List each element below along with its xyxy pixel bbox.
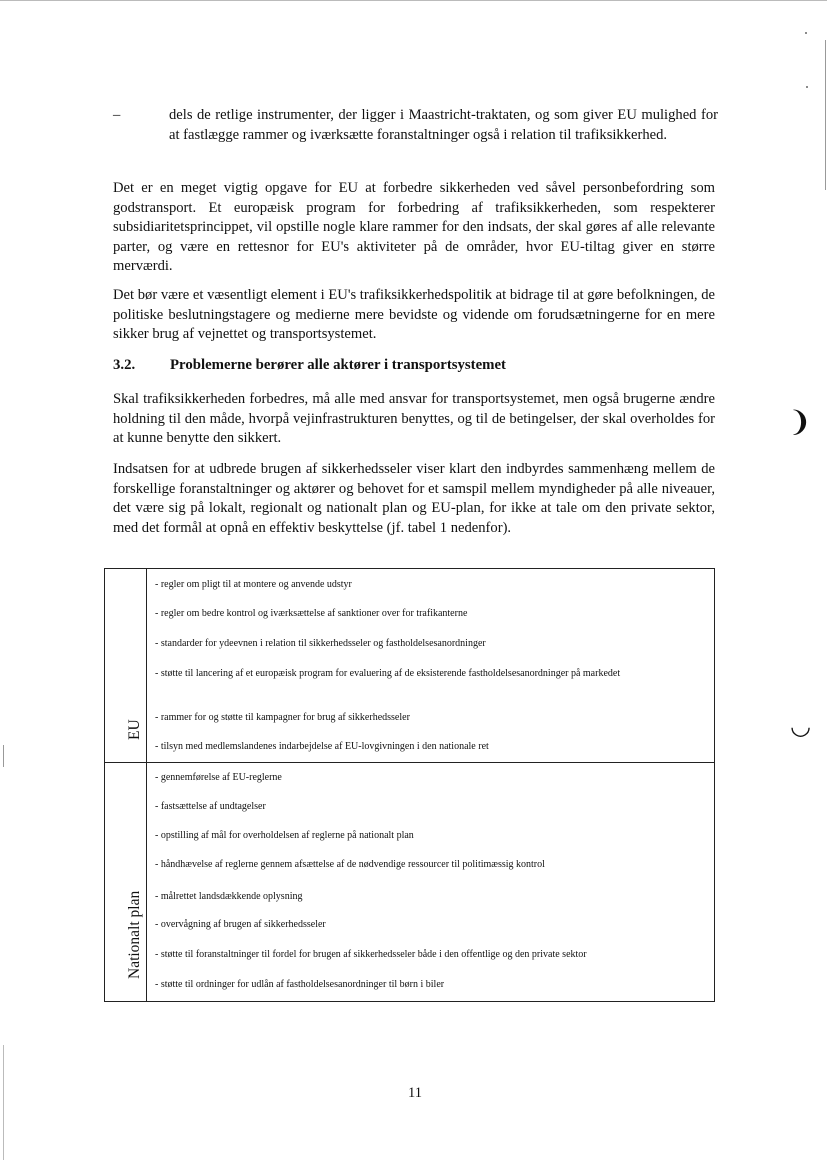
table-section-eu [105, 569, 714, 763]
table-row: - standarder for ydeevnen i relation til sikkerhedsseler og fastholdelsesanordninger [155, 638, 486, 649]
scan-left-edge-mark [3, 1045, 4, 1160]
table-row: - støtte til lancering af et europæisk program for evaluering af de eksisterende fastholdelsesanordninger på markedet [155, 668, 621, 679]
scan-right-edge-mark [825, 40, 826, 190]
table-label-national: Nationalt plan [125, 890, 143, 979]
table-row: - målrettet landsdækkende oplysning [155, 891, 303, 902]
scan-speck [806, 86, 808, 88]
paragraph-4: Indsatsen for at udbrede brugen af sikkerhedsseler viser klart den indbyrdes sammenhæng mellem de forskellige foranstaltninger og aktører og behovet for et samspil mellem myndigheder på alle niveauer, det være sig på lokalt, regionalt og nationalt plan og EU-plan, for ikke at tale om den private sektor, med det formål at opnå en effektiv beskyttelse (jf. tabel 1 nedenfor). [113, 461, 715, 536]
bullet-text: dels de retlige instrumenter, der ligger i Maastricht-traktaten, og som giver EU mulighed for at fastlægge rammer og iværksætte foranstaltninger også i relation til trafiksikkerhed. [169, 107, 718, 143]
table-section-national [105, 762, 714, 1001]
scan-left-edge-mark [3, 745, 4, 767]
table-row: - støtte til ordninger for udlån af fastholdelsesanordninger til børn i biler [155, 979, 445, 990]
table-row: - overvågning af brugen af sikkerhedsseler [155, 919, 326, 930]
scan-margin-mark: ❩ [788, 405, 812, 438]
scan-top-edge [0, 0, 827, 1]
bullet-dash: – [113, 107, 121, 123]
section-heading [113, 357, 506, 374]
section-title: Problemerne berører alle aktører i transportsystemet [170, 357, 506, 373]
table-row: - gennemførelse af EU-reglerne [155, 772, 282, 783]
table-row: - regler om pligt til at montere og anvende udstyr [155, 579, 352, 590]
table-row: - fastsættelse af undtagelser [155, 801, 266, 812]
table-row: - håndhævelse af reglerne gennem afsættelse af de nødvendige ressourcer til politimæssig kontrol [155, 859, 545, 870]
paragraph-3: Skal trafiksikkerheden forbedres, må alle med ansvar for transportsystemet, men også brugerne ændre holdning til den måde, hvorpå vejinfrastrukturen benyttes, og til de betingelser, der skal overholdes for at kunne benytte den sikkert. [113, 391, 715, 446]
paragraph-2: Det bør være et væsentligt element i EU's trafiksikkerhedspolitik at bidrage til at gøre befolkningen, de politiske beslutningstagere og medierne mere bevidste og vidende om forudsætningerne for en mere sikker brug af vejnettet og transportsystemet. [113, 287, 715, 342]
measures-table [104, 568, 715, 1002]
page-number: 11 [408, 1085, 422, 1101]
scan-speck [805, 32, 807, 34]
table-row: - støtte til foranstaltninger til fordel for brugen af sikkerhedsseler både i den offentlige og den private sektor [155, 949, 587, 960]
table-row: - regler om bedre kontrol og iværksættelse af sanktioner over for trafikanterne [155, 608, 468, 619]
table-row: - rammer for og støtte til kampagner for brug af sikkerhedsseler [155, 712, 410, 723]
scan-margin-mark: ◡ [790, 712, 811, 740]
table-label-eu: EU [125, 719, 143, 740]
section-number: 3.2. [113, 357, 136, 373]
table-row: - tilsyn med medlemslandenes indarbejdelse af EU-lovgivningen i den nationale ret [155, 741, 489, 752]
table-row: - opstilling af mål for overholdelsen af reglerne på nationalt plan [155, 830, 414, 841]
bullet-item [113, 106, 718, 145]
paragraph-1: Det er en meget vigtig opgave for EU at forbedre sikkerheden ved såvel personbefordring som godstransport. Et europæisk program for forbedring af trafiksikkerheden, som respekterer subsidiaritetsprincippet, vil opstille nogle klare rammer for den indsats, der skal gøres af alle relevante parter, og være en rettesnor for EU's aktiviteter på de områder, hvor EU-tiltag giver en større merværdi. [113, 180, 715, 274]
table-label-cell [105, 762, 147, 1001]
table-label-cell [105, 569, 147, 762]
